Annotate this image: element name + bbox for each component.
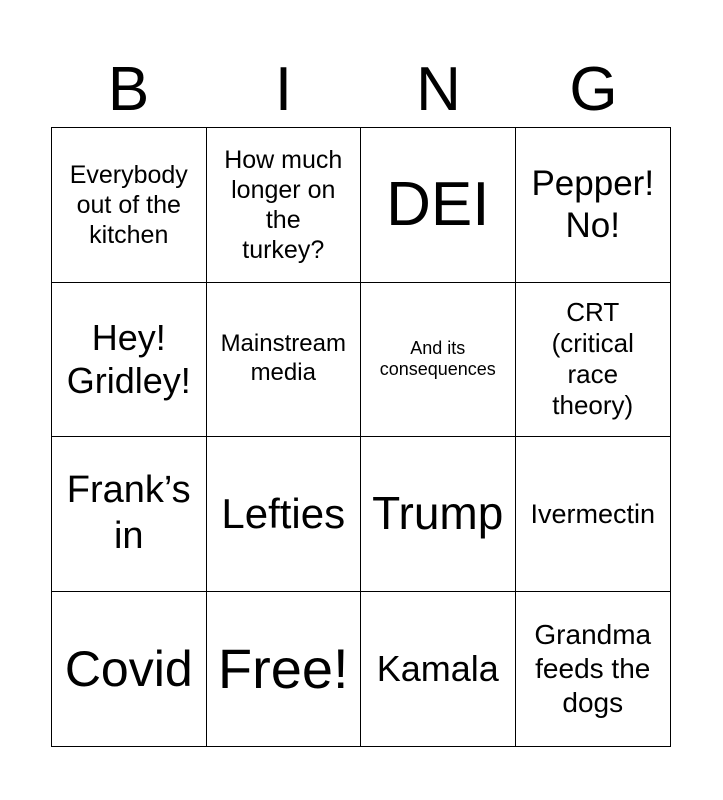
bingo-cell[interactable] [516,437,671,592]
cell-label: Hey! Gridley! [66,317,191,402]
bingo-cell[interactable] [516,283,671,438]
bingo-cell[interactable] [361,283,516,438]
bingo-cell[interactable] [52,437,207,592]
cell-label: Mainstream media [220,330,346,387]
bingo-cell[interactable] [207,283,362,438]
cell-label: Lefties [221,489,346,537]
bingo-board [51,127,671,747]
header-letter-g: G [569,55,618,124]
bingo-cell[interactable] [516,592,671,747]
cell-label: Everybody out of the kitchen [69,160,188,249]
bingo-cell[interactable] [516,128,671,283]
cell-label: Pepper! No! [531,163,655,245]
bingo-cell[interactable] [52,128,207,283]
header-letter-n: N [416,55,461,124]
bingo-cell[interactable] [207,128,362,283]
header-letter-b: B [107,55,150,124]
cell-label: Trump [372,487,504,540]
bingo-cell[interactable] [52,283,207,438]
cell-label: Frank’s in [66,469,191,557]
cell-label: Covid [64,640,193,697]
bingo-header [51,52,671,128]
bingo-cell[interactable] [52,592,207,747]
cell-label: Ivermectin [530,498,656,529]
bingo-cell[interactable] [207,437,362,592]
bingo-cell[interactable] [361,592,516,747]
cell-label: Grandma feeds the dogs [534,619,652,718]
bingo-cell[interactable] [361,128,516,283]
cell-label: CRT (critical race theory) [551,296,634,421]
bingo-cell[interactable] [361,437,516,592]
cell-label: DEI [386,169,490,239]
cell-label: How much longer on the turkey? [224,145,343,264]
cell-label: Free! [217,637,349,701]
header-letter-i: I [274,55,293,124]
bingo-cell-free[interactable] [207,592,362,747]
cell-label: Kamala [376,648,499,690]
cell-label: And its consequences [379,337,496,380]
